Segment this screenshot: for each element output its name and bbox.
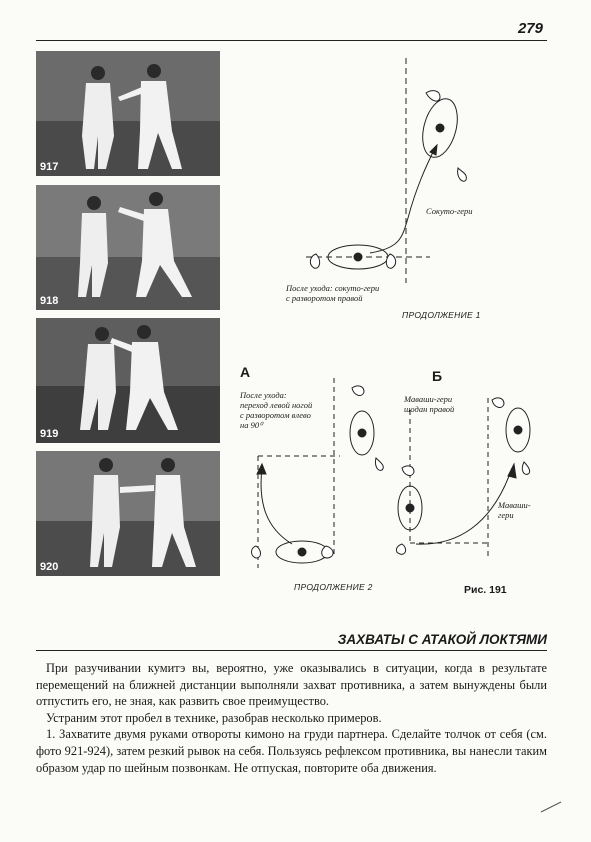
fighters-illustration [36, 318, 220, 443]
photo-number: 919 [40, 428, 59, 440]
figure-caption: Рис. 191 [464, 584, 507, 596]
photo-917 [36, 51, 220, 176]
part-a-label-line3: с разворотом влево [240, 410, 311, 420]
photo-919 [36, 318, 220, 443]
continuation-1-caption: ПРОДОЛЖЕНИЕ 1 [402, 310, 481, 320]
part-a-letter: А [240, 364, 251, 380]
after-escape-label-line1: После ухода: сокуто-гери [286, 283, 380, 293]
sokuto-geri-label: Сокуто-гери [426, 206, 473, 216]
photo-918 [36, 185, 220, 310]
paragraph: Устраним этот пробел в технике, разобрав несколько примеров. [46, 710, 382, 725]
fighters-illustration [36, 451, 220, 576]
photo-number: 920 [40, 561, 59, 573]
photo-number: 917 [40, 161, 59, 173]
body-text [36, 660, 547, 776]
part-b-label-line2: шодан правой [404, 404, 455, 414]
paragraph: 1. Захватите двумя руками отвороты кимоно на груди партнера. Сделайте толчок от себя (см. фото 921-924), затем резкий рывок на себя. Пользуясь рефлексом противника, вы нанесли таким образом удар по шейным позвонкам. Не отпуская, повторите оба движения. [36, 727, 547, 775]
part-b-side-label-line2: гери [498, 510, 514, 520]
photo-920 [36, 451, 220, 576]
after-escape-label-line2: с разворотом правой [286, 293, 363, 303]
part-b-side-label-line1: Маваши- [498, 500, 531, 510]
page-number: 279 [517, 20, 543, 37]
part-a-label-line2: переход левой ногой [240, 400, 313, 410]
part-a-label-line4: на 90⁰ [240, 420, 263, 430]
header-rule [36, 40, 547, 41]
continuation-2-caption: ПРОДОЛЖЕНИЕ 2 [294, 582, 373, 592]
movement-diagram [230, 48, 550, 608]
photo-number: 918 [40, 295, 59, 307]
part-b-label-line1: Маваши-гери [404, 394, 453, 404]
diagram-lines [230, 48, 550, 608]
part-b-letter: Б [432, 368, 443, 384]
section-title: ЗАХВАТЫ С АТАКОЙ ЛОКТЯМИ [36, 632, 547, 651]
pen-mark [539, 800, 563, 814]
paragraph: При разучивании кумитэ вы, вероятно, уже оказывались в ситуации, когда в результате перемещений на ближней дистанции выполняли захват противника, а затем вынуждены были отпустить его, не зная, как развить свое преимущество. [36, 661, 547, 709]
fighters-illustration [36, 185, 220, 310]
fighters-illustration [36, 51, 220, 176]
part-a-label-line1: После ухода: [240, 390, 287, 400]
